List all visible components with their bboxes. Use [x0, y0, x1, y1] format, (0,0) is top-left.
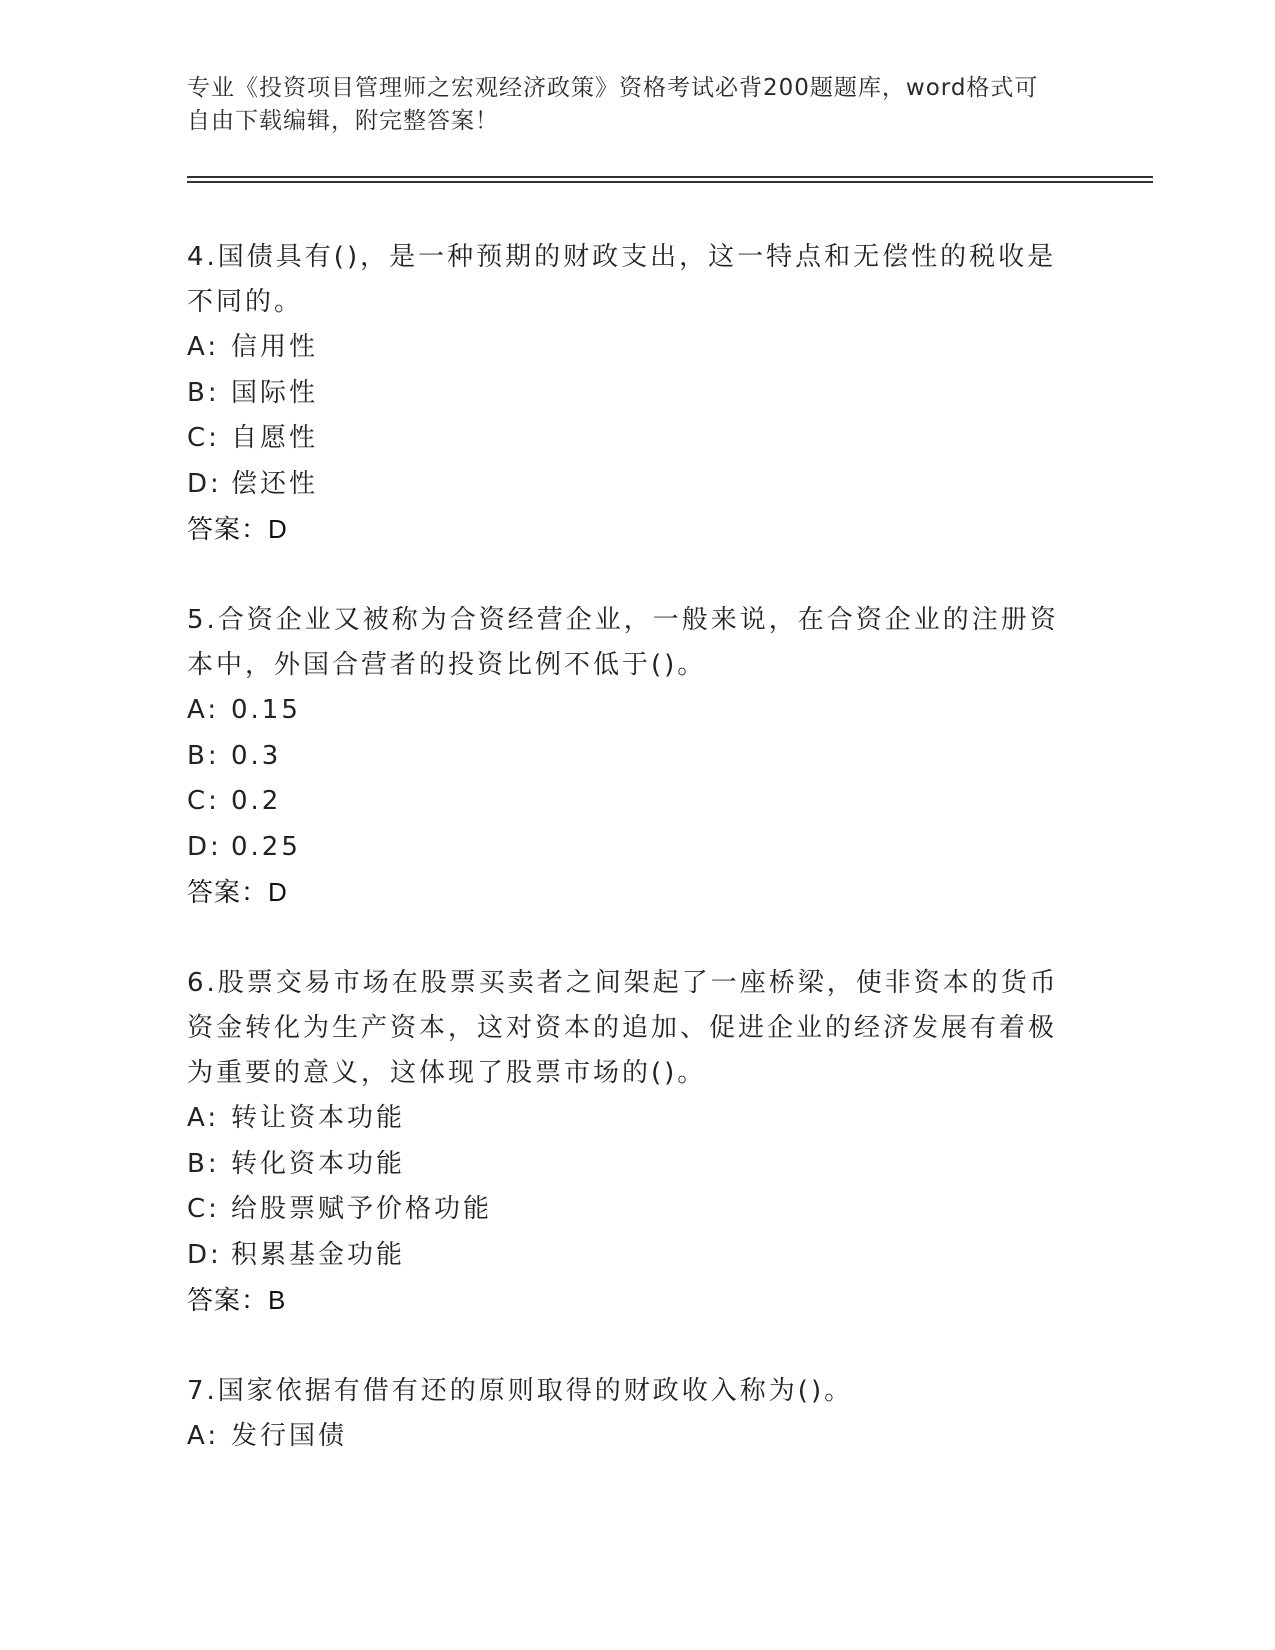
header-line-1: 专业《投资项目管理师之宏观经济政策》资格考试必背200题题库，word格式可 — [187, 75, 1039, 101]
question-7 — [187, 1369, 1067, 1460]
option-a — [187, 325, 1067, 371]
question-text: 7.国家依据有借有还的原则取得的财政收入称为()。 — [187, 1376, 854, 1406]
option-a — [187, 1096, 1067, 1142]
option-text: 发行国债 — [231, 1421, 348, 1451]
option-text: 0.25 — [231, 831, 301, 862]
option-b — [187, 1142, 1067, 1188]
option-c — [187, 1187, 1067, 1233]
option-a — [187, 688, 1067, 734]
option-letter: B: — [187, 740, 220, 771]
question-5 — [187, 598, 1067, 915]
option-text: 国际性 — [231, 377, 319, 408]
option-d — [187, 825, 1067, 871]
question-6 — [187, 961, 1067, 1323]
option-letter: A: — [187, 695, 220, 725]
option-letter: A: — [187, 1103, 220, 1133]
option-d — [187, 462, 1067, 508]
question-4 — [187, 235, 1067, 552]
answer-line: 答案：B — [187, 1285, 287, 1315]
option-text: 转化资本功能 — [231, 1148, 406, 1179]
option-text: 自愿性 — [231, 423, 319, 453]
option-letter: D: — [187, 1239, 222, 1270]
question-text: 4.国债具有()，是一种预期的财政支出，这一特点和无偿性的税收是不同的。 — [187, 242, 1057, 317]
question-text: 5.合资企业又被称为合资经营企业，一般来说，在合资企业的注册资本中，外国合营者的投资比例不低于()。 — [187, 605, 1059, 680]
option-c — [187, 779, 1067, 825]
option-text: 转让资本功能 — [231, 1103, 406, 1133]
option-letter: B: — [187, 1148, 220, 1179]
answer-line: 答案：D — [187, 877, 288, 907]
option-letter: D: — [187, 831, 222, 862]
option-letter: C: — [187, 786, 220, 816]
option-letter: A: — [187, 332, 220, 362]
option-letter: A: — [187, 1421, 220, 1451]
option-b — [187, 371, 1067, 417]
option-text: 偿还性 — [231, 468, 319, 499]
option-letter: D: — [187, 468, 222, 499]
option-text: 0.2 — [231, 786, 282, 816]
option-letter: C: — [187, 1194, 220, 1224]
option-d — [187, 1233, 1067, 1279]
option-letter: B: — [187, 377, 220, 408]
option-a — [187, 1414, 1067, 1460]
question-text: 6.股票交易市场在股票买卖者之间架起了一座桥梁，使非资本的货币资金转化为生产资本，这对资本的追加、促进企业的经济发展有着极为重要的意义，这体现了股票市场的()。 — [187, 968, 1059, 1088]
option-text: 信用性 — [231, 332, 319, 362]
option-b — [187, 734, 1067, 780]
option-letter: C: — [187, 423, 220, 453]
option-c — [187, 416, 1067, 462]
header-divider-bottom — [187, 181, 1153, 183]
document-header — [187, 72, 1067, 138]
option-text: 积累基金功能 — [231, 1239, 406, 1270]
option-text: 0.3 — [231, 740, 282, 771]
option-text: 给股票赋予价格功能 — [231, 1194, 493, 1224]
header-divider-top — [187, 176, 1153, 178]
header-line-2: 自由下载编辑，附完整答案！ — [187, 108, 499, 134]
option-text: 0.15 — [231, 695, 301, 725]
answer-line: 答案：D — [187, 514, 288, 544]
